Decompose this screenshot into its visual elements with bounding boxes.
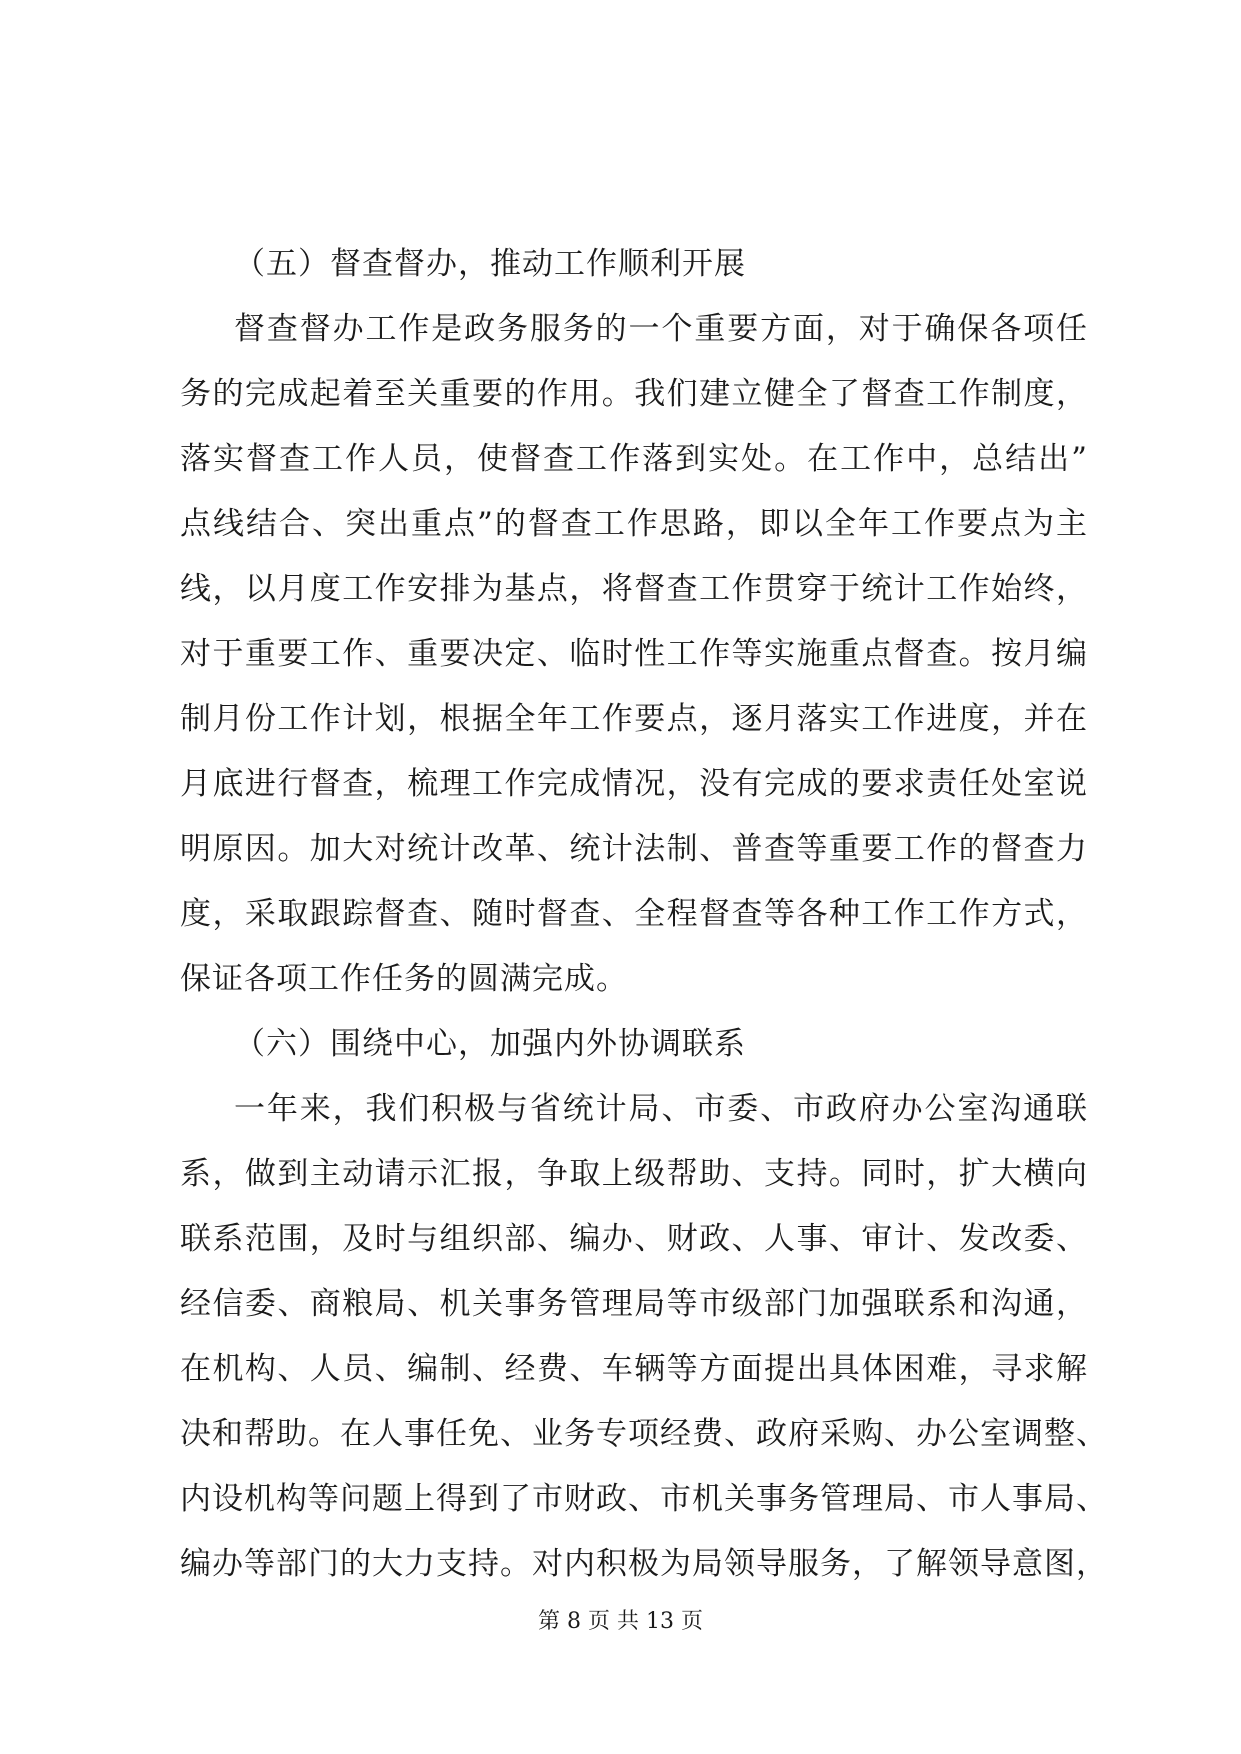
paragraph-line: 系，做到主动请示汇报，争取上级帮助、支持。同时，扩大横向	[180, 1156, 1088, 1192]
paragraph-line: 经信委、商粮局、机关事务管理局等市级部门加强联系和沟通，	[180, 1286, 1088, 1322]
paragraph-line: 度，采取跟踪督查、随时督查、全程督查等各种工作工作方式，	[180, 896, 1088, 932]
paragraph-line: 点线结合、突出重点”的督查工作思路，即以全年工作要点为主	[180, 506, 1088, 542]
paragraph-line: 对于重要工作、重要决定、临时性工作等实施重点督查。按月编	[180, 636, 1088, 672]
paragraph-line: 落实督查工作人员，使督查工作落到实处。在工作中，总结出”	[180, 441, 1088, 477]
document-body	[180, 232, 1108, 1597]
paragraph-line: 一年来，我们积极与省统计局、市委、市政府办公室沟通联	[234, 1091, 1088, 1127]
paragraph-line: 明原因。加大对统计改革、统计法制、普查等重要工作的督查力	[180, 831, 1088, 867]
paragraph-line: 线，以月度工作安排为基点，将督查工作贯穿于统计工作始终，	[180, 571, 1088, 607]
paragraph-line: 决和帮助。在人事任免、业务专项经费、政府采购、办公室调整、	[180, 1416, 1108, 1452]
paragraph-line: 月底进行督查，梳理工作完成情况，没有完成的要求责任处室说	[180, 766, 1088, 802]
paragraph-line: 督查督办工作是政务服务的一个重要方面，对于确保各项任	[234, 311, 1088, 347]
paragraph-line: 内设机构等问题上得到了市财政、市机关事务管理局、市人事局、	[180, 1481, 1108, 1517]
paragraph-line: 保证各项工作任务的圆满完成。	[180, 961, 628, 997]
section-heading-5: （五）督查督办，推动工作顺利开展	[234, 246, 746, 282]
paragraph-line: 在机构、人员、编制、经费、车辆等方面提出具体困难，寻求解	[180, 1351, 1088, 1387]
paragraph-line: 编办等部门的大力支持。对内积极为局领导服务，了解领导意图，	[180, 1546, 1108, 1582]
page-number-footer: 第 8 页 共 13 页	[538, 1609, 703, 1634]
section-heading-6: （六）围绕中心，加强内外协调联系	[234, 1026, 746, 1062]
paragraph-line: 制月份工作计划，根据全年工作要点，逐月落实工作进度，并在	[180, 701, 1088, 737]
paragraph-line: 务的完成起着至关重要的作用。我们建立健全了督查工作制度，	[180, 376, 1088, 412]
paragraph-line: 联系范围，及时与组织部、编办、财政、人事、审计、发改委、	[180, 1221, 1088, 1257]
